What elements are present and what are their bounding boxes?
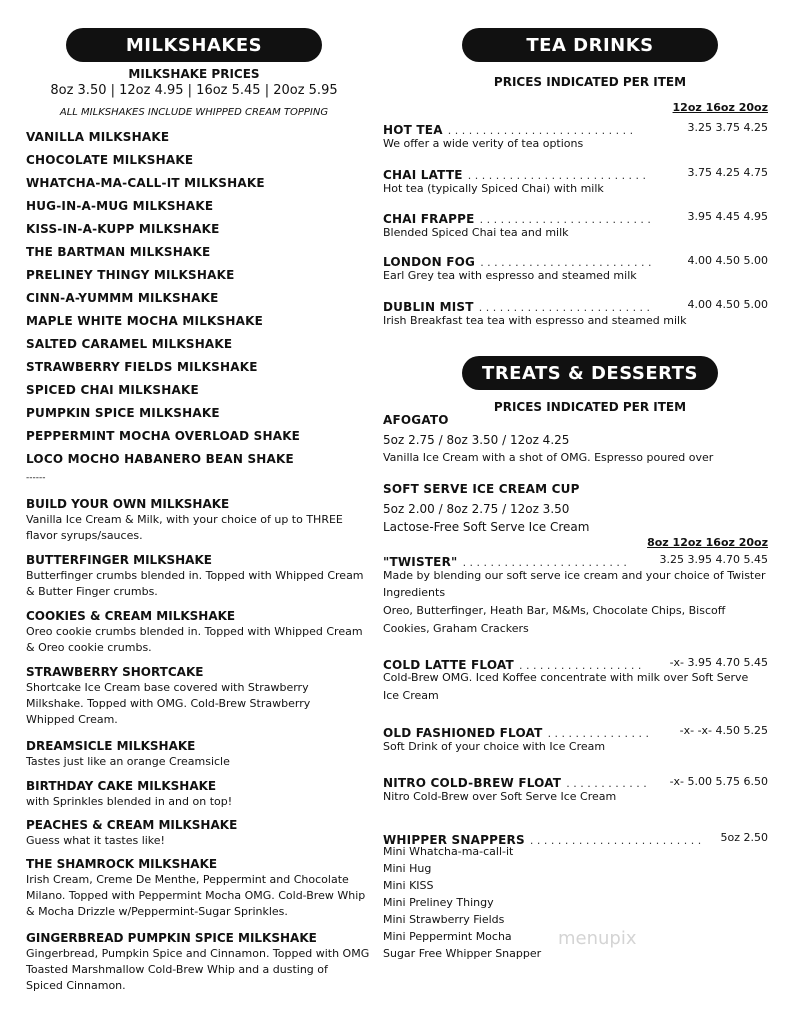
- special-name: BIRTHDAY CAKE MILKSHAKE: [26, 779, 217, 793]
- list-item: Mini Strawberry Fields: [383, 913, 505, 926]
- list-item: HUG-IN-A-MUG MILKSHAKE: [26, 199, 214, 213]
- special-desc: & Oreo cookie crumbs.: [26, 641, 152, 654]
- special-desc: flavor syrups/sauces.: [26, 529, 143, 542]
- list-item: CINN-A-YUMMM MILKSHAKE: [26, 291, 219, 305]
- float-item: OLD FASHIONED FLOAT . . . . . . . . . . . . . . .: [383, 726, 649, 740]
- special-desc: Milano. Topped with Peppermint Mocha OMG. Cold-Brew Whip: [26, 889, 366, 902]
- special-desc: Milkshake. Topped with OMG. Cold-Brew Strawberry: [26, 697, 311, 710]
- item-price: -x- 5.00 5.75 6.50: [669, 775, 768, 788]
- special-desc: Spiced Cinnamon.: [26, 979, 126, 992]
- item-price: 4.00 4.50 5.00: [687, 254, 768, 267]
- treats-sizes-header: 8oz 12oz 16oz 20oz: [647, 536, 768, 549]
- item-desc: We offer a wide verity of tea options: [383, 137, 584, 150]
- list-item: KISS-IN-A-KUPP MILKSHAKE: [26, 222, 220, 236]
- tea-item: CHAI LATTE . . . . . . . . . . . . . . . . . . . . . . . . . .: [383, 168, 647, 182]
- special-desc: Gingerbread, Pumpkin Spice and Cinnamon. Topped with OMG: [26, 947, 370, 960]
- list-item: Mini Preliney Thingy: [383, 896, 494, 909]
- item-desc: Made by blending our soft serve ice cream and your choice of Twister: [383, 569, 766, 582]
- milkshake-prices-title: MILKSHAKE PRICES: [128, 67, 260, 81]
- afogato-name: AFOGATO: [383, 413, 449, 427]
- special-desc: Toasted Marshmallow Cold-Brew Whip and a dusting of: [26, 963, 328, 976]
- list-item: Mini Hug: [383, 862, 432, 875]
- special-name: COOKIES & CREAM MILKSHAKE: [26, 609, 236, 623]
- item-desc: Irish Breakfast tea tea with espresso and steamed milk: [383, 314, 687, 327]
- list-item: PRELINEY THINGY MILKSHAKE: [26, 268, 235, 282]
- special-desc: Guess what it tastes like!: [26, 834, 165, 847]
- tea-item: DUBLIN MIST . . . . . . . . . . . . . . . . . . . . . . . . .: [383, 300, 651, 314]
- soft-serve-sizes: 5oz 2.00 / 8oz 2.75 / 12oz 3.50: [383, 502, 570, 516]
- separator: ------: [26, 473, 46, 483]
- tea-item: LONDON FOG . . . . . . . . . . . . . . . . . . . . . . . . .: [383, 255, 652, 269]
- item-desc: Cold-Brew OMG. Iced Koffee concentrate with milk over Soft Serve: [383, 671, 749, 684]
- float-item: NITRO COLD-BREW FLOAT . . . . . . . . . . . .: [383, 776, 647, 790]
- item-desc: Hot tea (typically Spiced Chai) with milk: [383, 182, 604, 195]
- special-desc: & Butter Finger crumbs.: [26, 585, 158, 598]
- special-desc: Vanilla Ice Cream & Milk, with your choice of up to THREE: [26, 513, 343, 526]
- item-desc: Cookies, Graham Crackers: [383, 622, 529, 635]
- list-item: Mini KISS: [383, 879, 434, 892]
- treats-header: TREATS & DESSERTS: [462, 356, 718, 390]
- list-item: SALTED CARAMEL MILKSHAKE: [26, 337, 233, 351]
- item-desc: Oreo, Butterfinger, Heath Bar, M&Ms, Chocolate Chips, Biscoff: [383, 604, 726, 617]
- special-name: GINGERBREAD PUMPKIN SPICE MILKSHAKE: [26, 931, 317, 945]
- item-desc: Nitro Cold-Brew over Soft Serve Ice Cream: [383, 790, 617, 803]
- list-item: Sugar Free Whipper Snapper: [383, 947, 542, 960]
- item-price: 5oz 2.50: [720, 831, 768, 844]
- item-desc: Ingredients: [383, 586, 446, 599]
- special-name: BUTTERFINGER MILKSHAKE: [26, 553, 212, 567]
- item-desc: Earl Grey tea with espresso and steamed milk: [383, 269, 637, 282]
- float-item: COLD LATTE FLOAT . . . . . . . . . . . . . . . . . .: [383, 658, 642, 672]
- special-desc: & Mocha Drizzle w/Peppermint-Sugar Sprinkles.: [26, 905, 288, 918]
- item-price: 3.25 3.95 4.70 5.45: [659, 553, 768, 566]
- watermark: menupix: [558, 928, 637, 949]
- list-item: MAPLE WHITE MOCHA MILKSHAKE: [26, 314, 264, 328]
- list-item: Mini Peppermint Mocha: [383, 930, 512, 943]
- list-item: CHOCOLATE MILKSHAKE: [26, 153, 194, 167]
- list-item: PEPPERMINT MOCHA OVERLOAD SHAKE: [26, 429, 301, 443]
- tea-item: CHAI FRAPPE . . . . . . . . . . . . . . . . . . . . . . . . .: [383, 212, 651, 226]
- tea-item: HOT TEA . . . . . . . . . . . . . . . . . . . . . . . . . . .: [383, 123, 634, 137]
- special-name: THE SHAMROCK MILKSHAKE: [26, 857, 218, 871]
- special-desc: Shortcake Ice Cream base covered with Strawberry: [26, 681, 309, 694]
- list-item: WHATCHA-MA-CALL-IT MILKSHAKE: [26, 176, 265, 190]
- item-desc: Blended Spiced Chai tea and milk: [383, 226, 569, 239]
- milkshakes-header: MILKSHAKES: [66, 28, 322, 62]
- item-desc: Soft Drink of your choice with Ice Cream: [383, 740, 606, 753]
- milkshake-prices: 8oz 3.50 | 12oz 4.95 | 16oz 5.45 | 20oz 5.95: [50, 83, 338, 98]
- special-desc: Tastes just like an orange Creamsicle: [26, 755, 230, 768]
- special-name: STRAWBERRY SHORTCAKE: [26, 665, 204, 679]
- twister-item: "TWISTER" . . . . . . . . . . . . . . . . . . . . . . . .: [383, 555, 627, 569]
- list-item: THE BARTMAN MILKSHAKE: [26, 245, 211, 259]
- item-price: -x- -x- 4.50 5.25: [679, 724, 768, 737]
- tea-prices-note: PRICES INDICATED PER ITEM: [493, 75, 687, 89]
- tea-drinks-header: TEA DRINKS: [462, 28, 718, 62]
- item-price: -x- 3.95 4.70 5.45: [669, 656, 768, 669]
- tea-sizes-header: 12oz 16oz 20oz: [672, 101, 768, 114]
- afogato-sizes: 5oz 2.75 / 8oz 3.50 / 12oz 4.25: [383, 433, 570, 447]
- item-desc: Ice Cream: [383, 689, 439, 702]
- list-item: LOCO MOCHO HABANERO BEAN SHAKE: [26, 452, 294, 466]
- special-desc: Butterfinger crumbs blended in. Topped with Whipped Cream: [26, 569, 364, 582]
- special-name: BUILD YOUR OWN MILKSHAKE: [26, 497, 230, 511]
- list-item: Mini Whatcha-ma-call-it: [383, 845, 514, 858]
- item-price: 3.75 4.25 4.75: [687, 166, 768, 179]
- treats-prices-note: PRICES INDICATED PER ITEM: [493, 400, 687, 414]
- item-price: 3.95 4.45 4.95: [687, 210, 768, 223]
- item-price: 4.00 4.50 5.00: [687, 298, 768, 311]
- soft-serve-name: SOFT SERVE ICE CREAM CUP: [383, 482, 580, 496]
- afogato-desc: Vanilla Ice Cream with a shot of OMG. Espresso poured over: [383, 451, 714, 464]
- special-name: PEACHES & CREAM MILKSHAKE: [26, 818, 238, 832]
- list-item: PUMPKIN SPICE MILKSHAKE: [26, 406, 220, 420]
- milkshake-note: ALL MILKSHAKES INCLUDE WHIPPED CREAM TOPPING: [59, 107, 329, 118]
- special-desc: Whipped Cream.: [26, 713, 118, 726]
- list-item: SPICED CHAI MILKSHAKE: [26, 383, 199, 397]
- list-item: VANILLA MILKSHAKE: [26, 130, 170, 144]
- item-price: 3.25 3.75 4.25: [687, 121, 768, 134]
- list-item: STRAWBERRY FIELDS MILKSHAKE: [26, 360, 258, 374]
- special-desc: with Sprinkles blended in and on top!: [26, 795, 233, 808]
- special-desc: Oreo cookie crumbs blended in. Topped with Whipped Cream: [26, 625, 363, 638]
- whipper-snappers-item: WHIPPER SNAPPERS . . . . . . . . . . . . . . . . . . . . . . . . .: [383, 833, 702, 847]
- special-name: DREAMSICLE MILKSHAKE: [26, 739, 196, 753]
- soft-serve-desc: Lactose-Free Soft Serve Ice Cream: [383, 520, 590, 534]
- special-desc: Irish Cream, Creme De Menthe, Peppermint and Chocolate: [26, 873, 349, 886]
